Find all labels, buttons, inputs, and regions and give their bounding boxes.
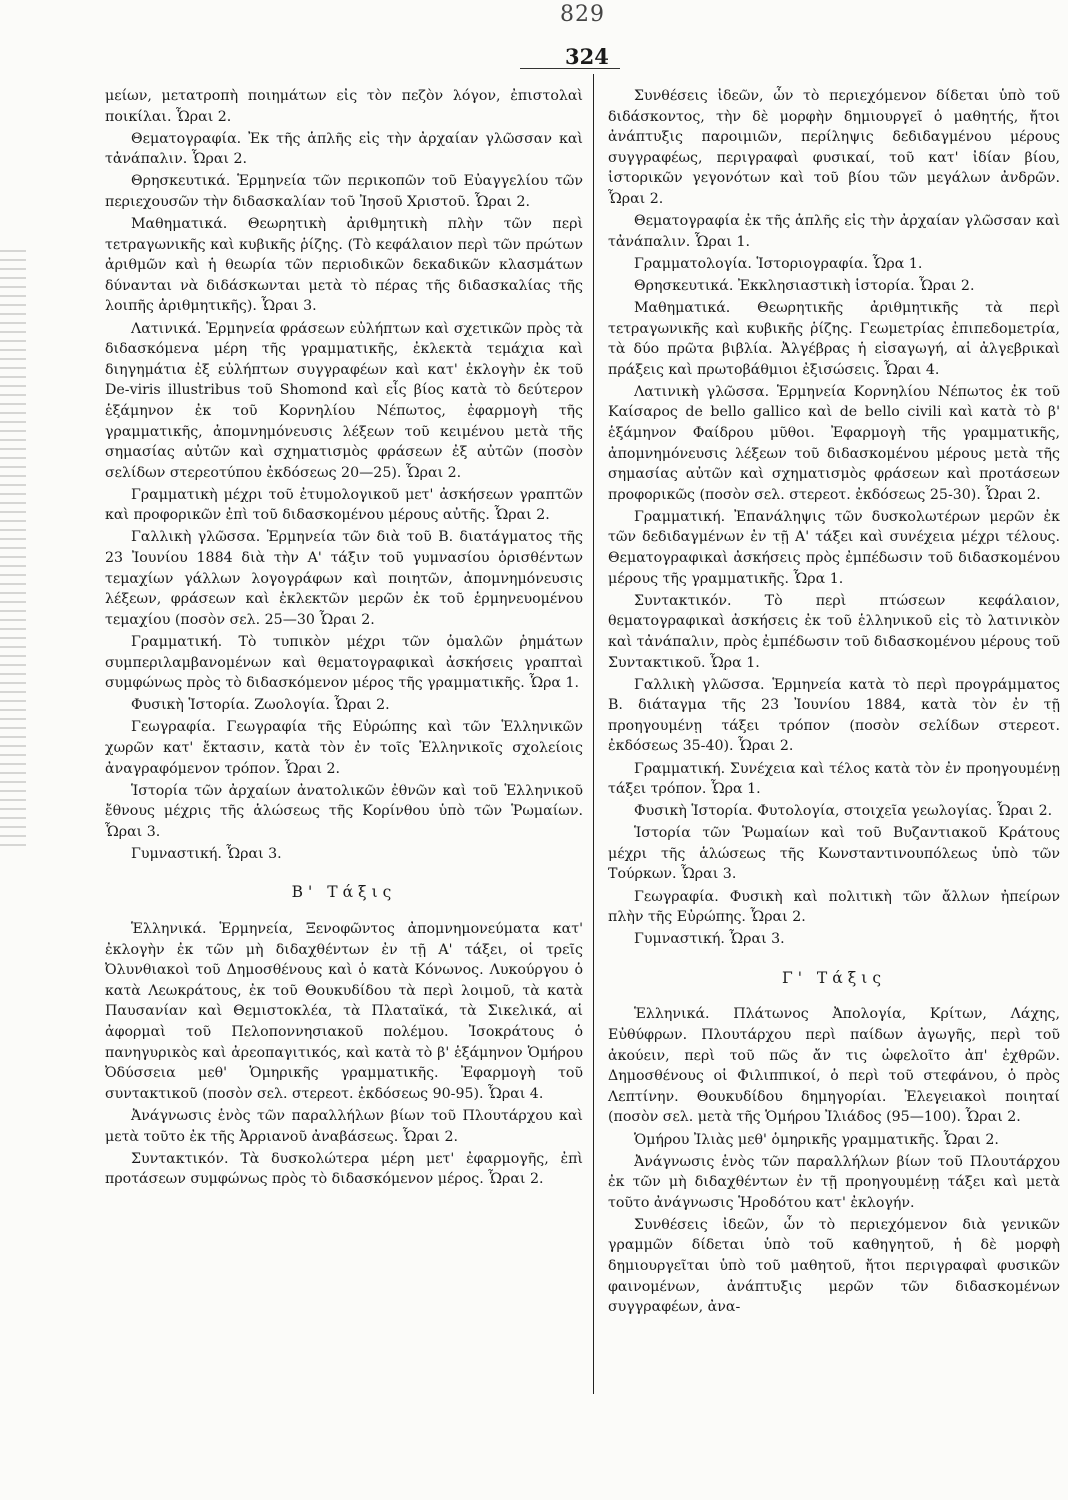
syllabus-paragraph [105, 527, 583, 630]
paragraph-text: Ζωολογία. Ὧραι 2. [254, 697, 390, 714]
syllabus-paragraph [608, 1152, 1060, 1214]
subject-name: Μαθηματικά. [634, 299, 731, 316]
syllabus-paragraph [608, 1004, 1060, 1128]
subject-name: Ἑλληνικά. [634, 1006, 710, 1023]
syllabus-paragraph [608, 759, 1060, 800]
paragraph-text: Ἐκ τῆς ἁπλῆς εἰς τὴν ἀρχαίαν γλῶσσαν καὶ τἀνάπαλιν. Ὧραι 2. [105, 130, 583, 168]
paragraph-text: Ἑρμηνεία τῶν διὰ τοῦ Β. διατάγματος τῆς 23 Ἰουνίου 1884 διὰ τὴν Α' τάξιν τοῦ γυμνασίου ὁρισθέντων τεμαχίων γάλλων λογογράφων καὶ ποιητῶν, ἀπομνημόνευσις λέξεων, φράσεων καὶ ἐκλεκτῶν μερῶν ἐκ τοῦ ἑρμηνευομένου τεμαχίου (ποσὸν σελ. 25—30 Ὧραι 2. [105, 529, 583, 628]
syllabus-paragraph [105, 485, 583, 526]
syllabus-paragraph [608, 1130, 1060, 1151]
subject-name: Γραμματολογία. [634, 255, 752, 272]
paragraph-text: Ὁμήρου Ἰλιὰς μεθ' ὁμηρικῆς γραμματικῆς. Ὧραι 2. [634, 1131, 999, 1148]
syllabus-paragraph [608, 254, 1060, 275]
syllabus-paragraph [105, 781, 583, 843]
paragraph-text: Γεωγραφία τῆς Εὐρώπης καὶ τῶν Ἑλληνικῶν χωρῶν κατ' ἔκτασιν, κατὰ τὸν ἐν τοῖς Ἑλληνικοῖς σχολείοις ἀναγραφόμενον τρόπον. Ὧραι 2. [105, 719, 583, 777]
paragraph-text: Θεωρητικὴ ἀριθμητικὴ πλὴν τῶν περὶ τετραγωνικῆς καὶ κυβικῆς ῥίζης. (Τὸ κεφάλαιον περὶ τῶν πρώτων ἀριθμῶν καὶ ἡ θεωρία τῶν περιοδικῶν δεκαδικῶν κλασμάτων δύνανται νὰ διδάσκωνται μετὰ τὸ πέρας τῆς διδασκαλίας τῆς λοιπῆς ἀριθμητικῆς). Ὧραι 3. [105, 216, 584, 315]
subject-name: Γαλλικὴ γλῶσσα. [131, 529, 261, 546]
subject-name: Γραμματική. [131, 633, 223, 650]
paragraph-text: Ἐκκλησιαστικὴ ἱστορία. Ὧραι 2. [737, 277, 975, 294]
syllabus-paragraph [608, 929, 1060, 950]
paragraph-text: Ὧραι 3. [226, 845, 282, 862]
paragraph-text: Τὸ τυπικὸν μέχρι τῶν ὁμαλῶν ῥημάτων συμπεριλαμβανομένων καὶ θεματογραφικαὶ ἀσκήσεις γραπταὶ συμφώνως πρὸς τὸ διδασκόμενον μέρος τῆς γραμματικῆς. Ὧρα 1. [105, 633, 583, 692]
paragraph-text: μείων, μετατροπὴ ποιημάτων εἰς τὸν πεζὸν λόγον, ἐπιστολαὶ ποικίλαι. Ὧραι 2. [105, 88, 583, 125]
syllabus-paragraph [608, 211, 1060, 252]
paragraph-text: Τὰ δυσκολώτερα μέρη μετ' ἐφαρμογῆς, ἐπὶ προτάσεων συμφώνως πρὸς τὸ διδασκόμενον μέρος. Ὧραι 2. [105, 1150, 583, 1188]
subject-name: Γραμματική. [634, 508, 726, 525]
subject-name: Συντακτικόν. [634, 592, 732, 609]
paragraph-text: μέχρι τοῦ ἐτυμολογικοῦ μετ' ἀσκήσεων γραπτῶν καὶ προφορικῶν ἐπὶ τοῦ διδασκομένου μέρους αὐτῆς. Ὧραι 2. [105, 486, 584, 524]
subject-name: Φυσικὴ Ἱστορία. [131, 697, 250, 714]
section-heading: Γ' Τάξις [781, 968, 887, 987]
page-number: 324 [565, 44, 609, 69]
syllabus-paragraph [105, 1149, 583, 1190]
subject-name: Θεματογραφία [634, 213, 740, 230]
syllabus-paragraph [608, 276, 1060, 297]
subject-name: Φυσικὴ Ἱστορία. [634, 803, 753, 820]
syllabus-paragraph [608, 801, 1060, 822]
syllabus-paragraph [105, 86, 583, 127]
subject-name: Γαλλικὴ γλῶσσα. [634, 676, 765, 693]
paragraph-text: Ἀνάγνωσις ἑνὸς τῶν παραλλήλων βίων τοῦ Πλουτάρχου ἐκ τῶν μὴ διδαχθέντων ἐν τῇ προηγουμένῃ τάξει καὶ μετὰ τοῦτο ἀνάγνωσις Ἡροδότου κατ' ἐκλογήν. [608, 1153, 1060, 1211]
paragraph-text: Ὧραι 3. [729, 931, 785, 948]
paragraph-text: ἐκ τῆς ἁπλῆς εἰς τὴν ἀρχαίαν γλῶσσαν καὶ τἀνάπαλιν. Ὧραι 1. [608, 213, 1061, 250]
paragraph-text: Ἱστοριογραφία. Ὧρα 1. [756, 255, 923, 272]
syllabus-paragraph [608, 1215, 1060, 1318]
paragraph-text: Συνθέσεις ἰδεῶν, ὧν τὸ περιεχόμενον δίδεται ὑπὸ τοῦ διδάσκοντος, τὴν δὲ μορφὴν δημιουργεῖ ὁ μαθητής, ἤτοι ἀνάπτυξις παροιμιῶν, περίληψις δεδιδαγμένου μέρους συγγραφέως, περιγραφαὶ φυσικαί, τοῦ κατ' ἰδίαν βίου, ἱστορικῶν γεγονότων καὶ τοῦ βίου τῶν μεγάλων ἀνδρῶν. Ὧραι 2. [608, 88, 1060, 207]
syllabus-paragraph [105, 919, 583, 1104]
paragraph-text: Πλάτωνος Ἀπολογία, Κρίτων, Λάχης, Εὐθύφρων. Πλουτάρχου περὶ παίδων ἀγωγῆς, περὶ τοῦ ἀκούειν, περὶ τοῦ πῶς ἄν τις ὠφελοῖτο ἀπ' ἐχθρῶν. Δημοσθένους οἱ Φιλιππικοί, ὁ περὶ τοῦ στεφάνου, ὁ πρὸς Λεπτίνην. Θουκυδίδου δημηγορίαι. Ἐλεγειακοὶ ποιηταί (ποσὸν σελ. μετὰ τῆς Ὁμήρου Ἰλιάδος (95—100). Ὧραι 2. [608, 1006, 1060, 1126]
subject-name: Θεματογραφία. [131, 130, 242, 147]
syllabus-paragraph [608, 823, 1060, 885]
paragraph-text: Ἑρμηνεία, Ξενοφῶντος ἀπομνημονεύματα κατ' ἐκλογὴν ἐκ τῶν μὴ διδαχθέντων ἐν τῇ Α' τάξει, οἱ τρεῖς Ὀλυνθιακοὶ τοῦ Δημοσθένους καὶ ὁ κατὰ Κόνωνος. Λυκούργου ὁ κατὰ Λεωκράτους, ἐκ τοῦ Θουκυδίδου τὰ περὶ λοιμοῦ, τὰ κατὰ Παυσανίαν καὶ Θεμιστοκλέα, τὰ Πλαταϊκά, τὰ Σικελικά, αἱ ἀφορμαὶ τοῦ Πελοποννησιακοῦ πολέμου. Ἰσοκράτους ὁ πανηγυρικὸς καὶ ἀρεοπαγιτικός, καὶ κατὰ τὸ β' ἑξάμηνον Ὁμήρου Ὀδύσσεια μεθ' Ὁμηρικῆς γραμματικῆς. Ἐφαρμογὴ τοῦ συντακτικοῦ (ποσὸν σελ. στερεοτ. ἐκδόσεως 90-95). Ὧραι 4. [105, 921, 583, 1102]
right-column [608, 86, 1060, 1319]
paragraph-text: Ἐπανάληψις τῶν δυσκολωτέρων μερῶν ἐκ τῶν δεδιδαγμένων ἐν τῇ Α' τάξει καὶ συνέχεια μέχρι τέλους. Θεματογραφικαὶ ἀσκήσεις πρὸς ἐμπέδωσιν τοῦ διδασκομένου μέρους τῆς γραμματικῆς. Ὧρα 1. [608, 508, 1061, 587]
paragraph-text: Φυσικὴ καὶ πολιτικὴ τῶν ἄλλων ἠπείρων πλὴν τῆς Εὐρώπης. Ὧραι 2. [608, 888, 1060, 926]
subject-name: Γραμματική. [634, 760, 726, 777]
syllabus-paragraph [608, 86, 1060, 210]
header-rule [520, 68, 620, 69]
syllabus-paragraph [608, 382, 1060, 506]
paragraph-text: Συνθέσεις ἰδεῶν, ὧν τὸ περιεχόμενον διὰ γενικῶν γραμμῶν δίδεται ὑπὸ τοῦ καθηγητοῦ, ἡ δὲ μορφὴ δημιουργεῖται ὑπὸ τοῦ μαθητοῦ, ἤτοι περιγραφαὶ φυσικῶν φαινομένων, ἀνάπτυξις μερῶν τῶν διδασκομένων συγγραφέων, ἀνα- [608, 1216, 1060, 1316]
subject-name: Θρησκευτικά. [634, 277, 734, 294]
paragraph-text: Ἑρμηνεία κατὰ τὸ περὶ προγράμματος Β. διάταγμα τῆς 23 Ἰουνίου 1884, κατὰ τὸν ἐν τῇ προηγουμένῃ τάξει τρόπον (ποσὸν σελίδων στερεοτ. ἐκδόσεως 35-40). Ὧραι 2. [608, 676, 1060, 755]
subject-name: Ἑλληνικά. [131, 921, 207, 938]
paragraph-text: τῶν ἀρχαίων ἀνατολικῶν ἐθνῶν καὶ τοῦ Ἑλληνικοῦ ἔθνους μέχρις τῆς ἁλώσεως τῆς Κορίνθου ὑπὸ τῶν Ῥωμαίων. Ὧραι 3. [105, 782, 583, 840]
syllabus-paragraph [105, 319, 583, 484]
syllabus-paragraph [105, 171, 583, 212]
syllabus-paragraph [105, 1106, 583, 1147]
left-column [105, 86, 583, 1191]
syllabus-paragraph [608, 591, 1060, 673]
binding-edge-marks [0, 250, 26, 850]
syllabus-paragraph [105, 695, 583, 716]
subject-name: Γεωγραφία. [634, 888, 719, 905]
subject-name: Γεωγραφία. [131, 719, 216, 736]
paragraph-text: Τὸ περὶ πτώσεων κεφάλαιον, θεματογραφικαὶ ἀσκήσεις ἐκ τοῦ ἑλληνικοῦ εἰς τὸ λατινικὸν καὶ τἀνάπαλιν, πρὸς ἐμπέδωσιν τοῦ διδασκομένου μέρους τοῦ Συντακτικοῦ. Ὧρα 1. [608, 592, 1060, 671]
subject-name: Συντακτικόν. [131, 1150, 229, 1167]
syllabus-paragraph [608, 507, 1060, 589]
subject-name: Λατινικὴ γλῶσσα. [634, 383, 770, 400]
syllabus-paragraph [105, 632, 583, 694]
paragraph-text: Ἑρμηνεία τῶν περικοπῶν τοῦ Εὐαγγελίου τῶν περιεχουσῶν τὴν διδασκαλίαν τοῦ Ἰησοῦ Χριστοῦ. Ὧραι 2. [105, 173, 583, 210]
syllabus-paragraph [105, 844, 583, 865]
subject-name: Θρησκευτικά. [131, 173, 231, 190]
paragraph-text: Ἀνάγνωσις ἑνὸς τῶν παραλλήλων βίων τοῦ Πλουτάρχου καὶ μετὰ τοῦτο ἐκ τῆς Ἀρριανοῦ ἀναβάσεως. Ὧραι 2. [105, 1107, 583, 1145]
paragraph-text: Θεωρητικῆς ἀριθμητικῆς τὰ περὶ τετραγωνικῆς καὶ κυβικῆς ῥίζης. Γεωμετρίας ἐπιπεδομετρία, τὰ δύο πρῶτα βιβλία. Ἀλγέβρας ἡ εἰσαγωγή, αἱ ἀλγεβρικαὶ πράξεις καὶ πρωτοβάθμιοι ἐξισώσεις. Ὧραι 4. [608, 299, 1061, 378]
paragraph-text: Φυτολογία, στοιχεῖα γεωλογίας. Ὧραι 2. [757, 803, 1053, 820]
paragraph-text: τῶν Ῥωμαίων καὶ τοῦ Βυζαντιακοῦ Κράτους μέχρι τῆς ἁλώσεως τῆς Κωνσταντινουπόλεως ὑπὸ τῶν Τούρκων. Ὧραι 3. [608, 825, 1061, 883]
subject-name: Γραμματικὴ [131, 486, 218, 503]
subject-name: Λατινικά. [131, 320, 202, 337]
syllabus-paragraph [105, 717, 583, 779]
top-margin-mark: 829 [560, 2, 605, 27]
subject-name: Γυμναστική. [634, 931, 725, 948]
paragraph-text: Ἑρμηνεία Κορνηλίου Νέπωτος ἐκ τοῦ Καίσαρος de bello gallico καὶ de bello civili καὶ κατὰ τὸ β' ἑξάμηνον Φαίδρου μῦθοι. Ἐφαρμογὴ τῆς γραμματικῆς, ἀπομνημόνευσις λέξεων τοῦ διδασκομένου μέρους μετὰ τῆς σημασίας αὐτῶν καὶ σχηματισμὸς φράσεων καὶ προτάσεων προφορικῶς (ποσὸν σελ. στερεοτ. ἐκδόσεως 25-30). Ὧραι 2. [608, 383, 1060, 503]
syllabus-paragraph [608, 298, 1060, 380]
subject-name: Ἱστορία [634, 825, 691, 842]
syllabus-paragraph [105, 214, 583, 317]
paragraph-text: Συνέχεια καὶ τέλος κατὰ τὸν ἐν προηγουμένῃ τάξει τρόπον. Ὧρα 1. [608, 760, 1060, 798]
column-divider [593, 74, 594, 1394]
subject-name: Μαθηματικά. [131, 216, 228, 233]
paragraph-text: Ἑρμηνεία φράσεων εὐλήπτων καὶ σχετικῶν πρὸς τὰ διδασκόμενα μέρη τῆς γραμματικῆς, ἐκλεκτὰ τεμάχια καὶ διηγημάτια ἐξ εὐλήπτων συγγραφέων καὶ κατ' ἐκλογὴν ἐκ τοῦ De-viris illustribus τοῦ Shomond καὶ εἷς βίος κατὰ τὸ δεύτερον ἑξάμηνον ἐκ τοῦ Κορνηλίου Νέπωτος, ἐφαρμογὴ τῆς γραμματικῆς, ἀπομνημόνευσις λέξεων τοῦ κειμένου μετὰ τῆς σημασίας αὐτῶν καὶ σχηματισμὸς φράσεων ἐξ αὐτῶν (ποσὸν σελίδων στερεοτύπου ἐκδόσεως 20—25). Ὧραι 2. [105, 320, 583, 481]
syllabus-paragraph [608, 675, 1060, 757]
subject-name: Γυμναστική. [131, 845, 222, 862]
subject-name: Ἱστορία [131, 782, 188, 799]
syllabus-paragraph [105, 129, 583, 170]
syllabus-paragraph [608, 887, 1060, 928]
section-heading: Β' Τάξις [291, 883, 397, 902]
